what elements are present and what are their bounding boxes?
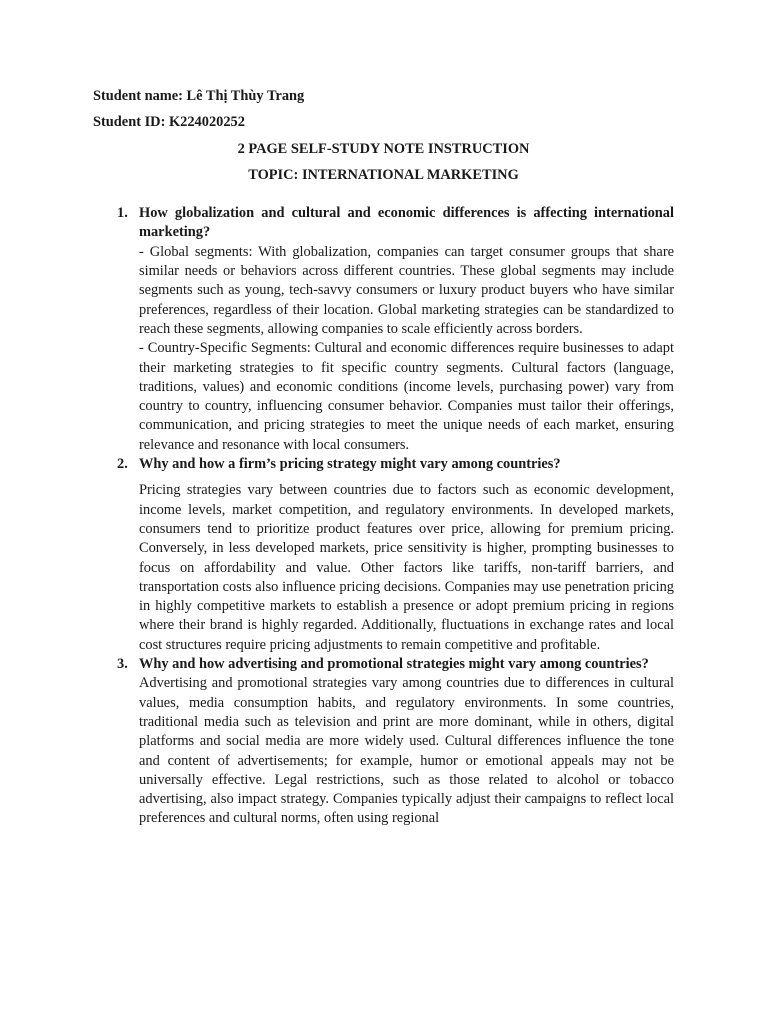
question-item-1 bbox=[117, 204, 674, 455]
student-name: Student name: Lê Thị Thùy Trang bbox=[93, 88, 305, 104]
question-number: 3. bbox=[117, 656, 128, 673]
question-text: Why and how a firm’s pricing strategy might vary among countries? bbox=[139, 456, 561, 473]
answer-paragraph: - Global segments: With globalization, companies can target consumer groups that share similar needs or behaviors across different countries. These global segments may include segments such as young, tech-savvy consumers or luxury product buyers who have similar preferences, regardless of their location. Global marketing strategies can be standardized to reach these segments, allowing companies to scale efficiently across borders. bbox=[139, 243, 674, 337]
question-item-3 bbox=[117, 655, 674, 829]
document-title: 2 PAGE SELF-STUDY NOTE INSTRUCTION bbox=[237, 140, 530, 157]
question-number: 2. bbox=[117, 456, 128, 473]
student-id: Student ID: K224020252 bbox=[93, 114, 245, 131]
question-number: 1. bbox=[117, 205, 128, 222]
question-item-2 bbox=[117, 455, 674, 655]
answer-paragraph: - Country-Specific Segments: Cultural and economic differences require businesses to adapt their marketing strategies to fit specific country segments. Cultural factors (language, traditions, values) and economic conditions (income levels, purchasing power) vary from country to country, influencing consumer behavior. Companies must tailor their offerings, communication, and pricing strategies to meet the unique needs of each market, ensuring relevance and resonance with local consumers. bbox=[139, 340, 674, 453]
question-text: Why and how advertising and promotional strategies might vary among countries? bbox=[139, 656, 649, 673]
answer-paragraph: Pricing strategies vary between countries due to factors such as economic development, income levels, market competition, and regulatory environments. In developed markets, consumers tend to prioritize product features over price, allowing for premium pricing. Conversely, in less developed markets, price sensitivity is higher, prompting businesses to focus on affordability and value. Other factors like tariffs, non-tariff barriers, and transportation costs also influence pricing decisions. Companies may use penetration pricing in highly competitive markets to establish a presence or adopt premium pricing in regions where their brand is highly regarded. Additionally, fluctuations in exchange rates and local cost structures require pricing adjustments to remain competitive and profitable. bbox=[139, 482, 674, 653]
question-text: How globalization and cultural and economic differences is affecting international marketing? bbox=[139, 205, 674, 241]
answer-paragraph: Advertising and promotional strategies vary among countries due to differences in cultural values, media consumption habits, and regulatory environments. In some countries, traditional media such as television and print are more dominant, while in others, digital platforms and social media are more widely used. Cultural differences influence the tone and content of advertisements; for example, humor or emotional appeals may not be universally effective. Legal restrictions, such as those related to alcohol or tobacco advertising, also impact strategy. Companies typically adjust their campaigns to reflect local preferences and cultural norms, often using regional bbox=[139, 675, 674, 827]
document-topic: TOPIC: INTERNATIONAL MARKETING bbox=[248, 166, 519, 183]
question-list bbox=[93, 204, 674, 829]
